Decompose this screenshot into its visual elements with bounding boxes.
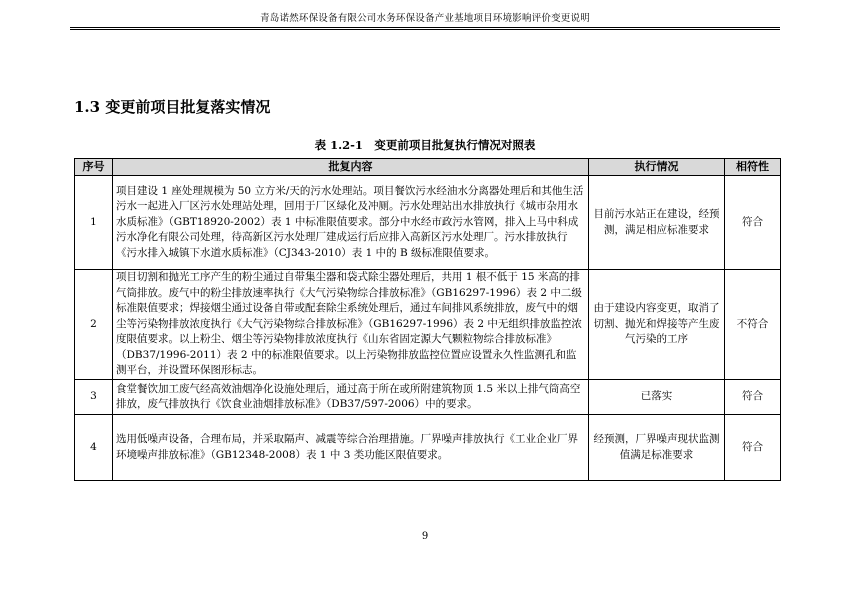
section-heading: 1.3 变更前项目批复落实情况 xyxy=(74,98,271,116)
execution-status: 已落实 xyxy=(589,380,725,415)
table-row xyxy=(75,415,781,481)
header-rule-thin xyxy=(70,29,780,30)
column-header-no: 序号 xyxy=(75,159,113,176)
table-row xyxy=(75,270,781,380)
page-number: 9 xyxy=(421,531,429,542)
approval-content: 食堂餐饮加工废气经高效油烟净化设施处理后，通过高于所在或所附建筑物顶 1.5 米以上排气筒高空排放，废气排放执行《饮食业油烟排放标准》（DB37/597-2006）中的要求。 xyxy=(113,380,589,415)
row-number: 2 xyxy=(75,270,113,380)
execution-status: 经预测，厂界噪声现状监测值满足标准要求 xyxy=(589,415,725,481)
header-rule xyxy=(70,27,780,28)
table-row xyxy=(75,176,781,270)
column-header-conformity: 相符性 xyxy=(725,159,781,176)
table-header-row xyxy=(75,159,781,176)
approval-content: 项目切割和抛光工序产生的粉尘通过自带集尘器和袋式除尘器处理后，共用 1 根不低于 15 米高的排气筒排放。废气中的粉尘排放速率执行《大气污染物综合排放标准》（GB16297-1996）表 2 中二级标准限值要求；焊接烟尘通过设备自带或配套除尘系统处理后，通过车间排风系统排放，废气中的烟尘等污染物排放浓度执行《大气污染物综合排放标准》（GB16297-1996）表 2 中无组织排放监控浓度限值要求。以上粉尘、烟尘等污染物排放浓度执行《山东省固定源大气颗粒物综合排放标准》（DB37/1996-2011）表 2 中的标准限值要求。以上污染物排放监控位置应设置永久性监测孔和监测平台，并设置环保图形标志。 xyxy=(113,270,589,380)
approval-content: 项目建设 1 座处理规模为 50 立方米/天的污水处理站。项目餐饮污水经油水分离器处理后和其他生活污水一起进入厂区污水处理站处理，回用于厂区绿化及冲厕。污水处理站出水排放执行《城市杂用水水质标准》（GBT18920-2002）表 1 中标准限值要求。部分中水经市政污水管网，排入上马中科成污水净化有限公司处理，待高新区污水处理厂建成运行后应排入高新区污水处理厂。污水排放执行《污水排入城镇下水道水质标准》（CJ343-2010）表 1 中的 B 级标准限值要求。 xyxy=(113,176,589,270)
row-number: 3 xyxy=(75,380,113,415)
approval-content: 选用低噪声设备，合理布局，并采取隔声、减震等综合治理措施。厂界噪声排放执行《工业企业厂界环境噪声排放标准》（GB12348-2008）表 1 中 3 类功能区限值要求。 xyxy=(113,415,589,481)
execution-status: 目前污水站正在建设，经预测，满足相应标准要求 xyxy=(589,176,725,270)
row-number: 4 xyxy=(75,415,113,481)
table-caption: 表 1.2-1 变更前项目批复执行情况对照表 xyxy=(314,138,536,152)
conformity: 符合 xyxy=(725,415,781,481)
column-header-status: 执行情况 xyxy=(589,159,725,176)
comparison-table xyxy=(74,158,781,481)
running-header: 青岛诺然环保设备有限公司水务环保设备产业基地项目环境影响评价变更说明 xyxy=(260,13,590,24)
conformity: 不符合 xyxy=(725,270,781,380)
column-header-content: 批复内容 xyxy=(113,159,589,176)
conformity: 符合 xyxy=(725,380,781,415)
table-row xyxy=(75,380,781,415)
conformity: 符合 xyxy=(725,176,781,270)
row-number: 1 xyxy=(75,176,113,270)
execution-status: 由于建设内容变更，取消了切割、抛光和焊接等产生废气污染的工序 xyxy=(589,270,725,380)
